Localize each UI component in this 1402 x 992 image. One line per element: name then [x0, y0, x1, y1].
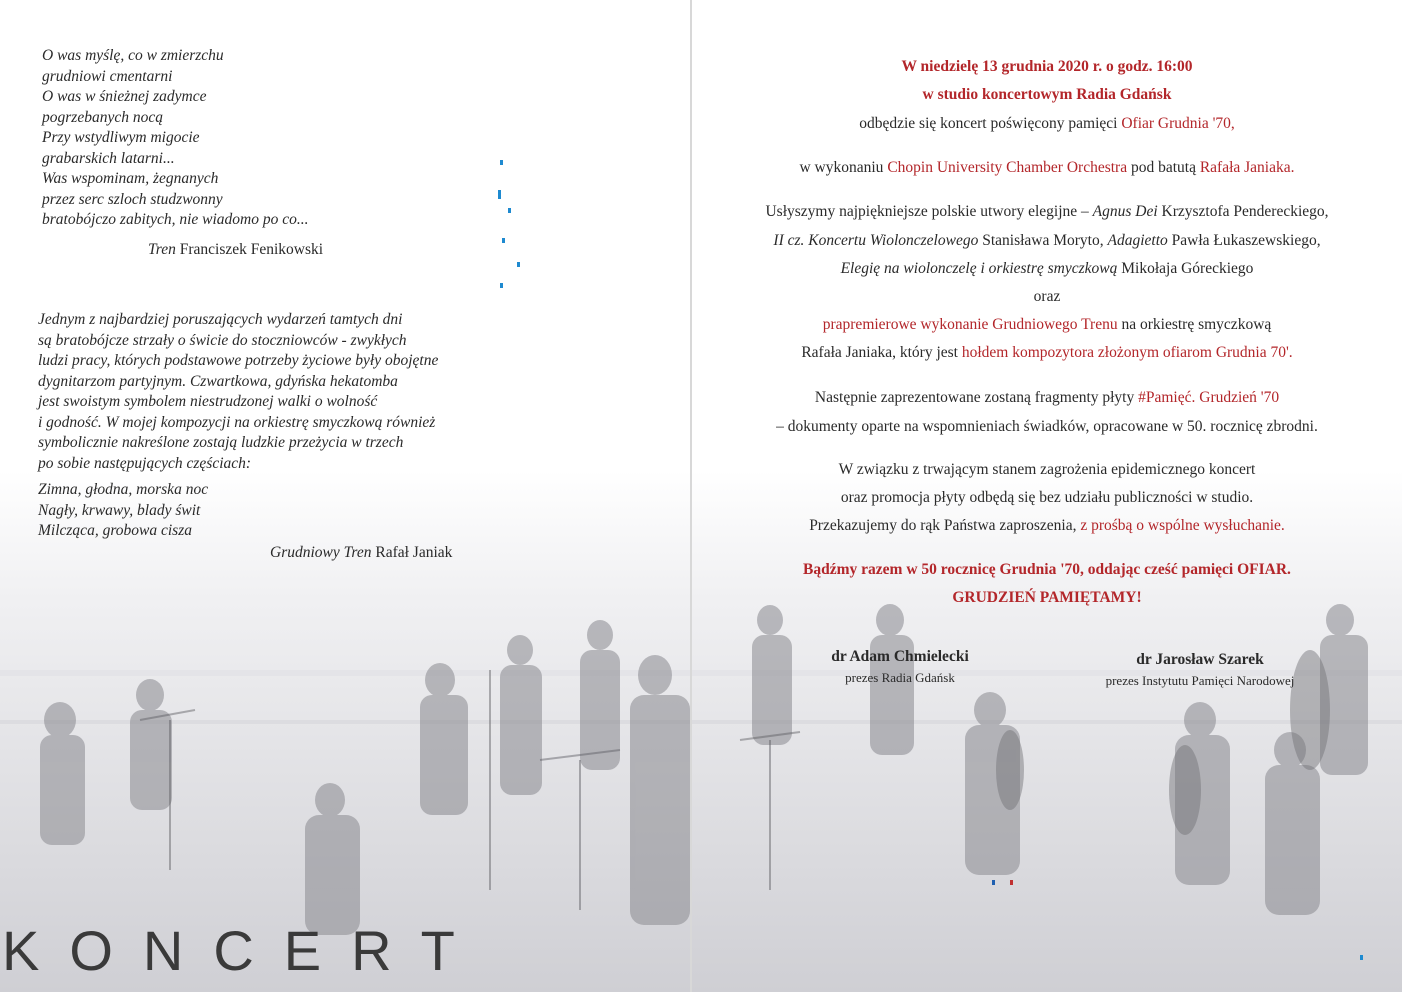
work-title: Agnus Dei — [1092, 203, 1158, 220]
performer-text: w wykonaniu — [799, 159, 888, 176]
performer-text-mid: pod batutą — [1127, 159, 1200, 176]
notice-request: z prośbą o wspólne wysłuchanie. — [1080, 517, 1285, 534]
poem-line: grudniowi cmentarni — [42, 67, 173, 85]
poem-line: O was myślę, co w zmierzchu — [42, 47, 224, 64]
notice-line-2: oraz promocja płyty odbędą się bez udziału publiczności w studio. — [840, 489, 1254, 506]
closing-line: Bądźmy razem w 50 rocznicę Grudnia '70, oddając cześć pamięci OFIAR. — [803, 561, 1291, 578]
poem-line: grabarskich latarni... — [42, 149, 175, 167]
dedication-line — [692, 115, 1402, 133]
movement-item: Zimna, głodna, morska noc — [38, 481, 209, 498]
movements-list — [38, 480, 208, 542]
homage-text: hołdem kompozytora złożonym ofiarom Grudnia 70'. — [961, 344, 1293, 361]
conductor-name: Rafała Janiaka. — [1199, 159, 1295, 176]
essay-line: dygnitarzom partyjnym. Czwartkowa, gdyńska hekatomba — [38, 372, 398, 390]
concert-venue: w studio koncertowym Radia Gdańsk — [922, 86, 1172, 103]
ink-speck — [502, 238, 505, 243]
program-text: Stanisława Moryto, — [978, 232, 1108, 249]
signatory-name: dr Jarosław Szarek — [1136, 651, 1264, 668]
work-title: Elegię na wiolonczelę i orkiestrę smyczkową — [840, 260, 1118, 277]
ink-speck — [500, 283, 503, 288]
performer-line — [692, 159, 1402, 177]
essay-line: są bratobójcze strzały o świcie do stoczniowców - zwykłych — [38, 331, 407, 349]
album-text: Następnie zaprezentowane zostaną fragmenty płyty — [814, 389, 1139, 406]
ink-speck — [500, 160, 503, 165]
notice-line-1: W związku z trwającym stanem zagrożenia epidemicznego koncert — [838, 461, 1256, 478]
program-line-3 — [692, 260, 1402, 278]
album-title: #Pamięć. Grudzień '70 — [1138, 389, 1280, 406]
signatory-role: prezes Instytutu Pamięci Narodowej — [1105, 673, 1295, 688]
program-text: na orkiestrę smyczkową — [1117, 316, 1272, 333]
poem-line: pogrzebanych nocą — [42, 108, 163, 126]
poem-line: Przy wstydliwym migocie — [42, 129, 200, 146]
notice-line-3 — [692, 517, 1402, 535]
album-line-1 — [692, 389, 1402, 407]
essay-line: po sobie następujących częściach: — [38, 454, 252, 472]
movement-item: Milcząca, grobowa cisza — [38, 522, 192, 539]
program-text: Usłyszymy najpiękniejsze polskie utwory elegijne – — [765, 203, 1093, 220]
ink-speck — [1360, 955, 1363, 960]
ink-speck — [508, 208, 511, 213]
program-text: Krzysztofa Pendereckiego, — [1157, 203, 1329, 220]
dedication-text: odbędzie się koncert poświęcony pamięci — [859, 115, 1122, 132]
poem-line: O was w śnieżnej zadymce — [42, 88, 207, 105]
cover-word: KONCERT — [2, 919, 485, 982]
program-line-4: oraz — [1033, 288, 1061, 305]
work-title: II cz. Koncertu Wiolonczelowego — [773, 232, 979, 249]
notice-text: Przekazujemy do rąk Państwa zaproszenia, — [809, 517, 1081, 534]
composer-note — [38, 310, 438, 474]
movement-item: Nagły, krwawy, blady świt — [38, 501, 201, 519]
signatory-role: prezes Radia Gdańsk — [845, 670, 955, 685]
concert-date: W niedzielę 13 grudnia 2020 r. o godz. 16:00 — [901, 58, 1193, 75]
ink-speck — [1010, 880, 1013, 885]
dedication-victims: Ofiar Grudnia '70, — [1121, 115, 1235, 132]
signatory-name: dr Adam Chmielecki — [831, 648, 969, 665]
program-line-2 — [692, 232, 1402, 250]
essay-line: ludzi pracy, których podstawowe potrzeby życiowe były obojętne — [38, 352, 439, 369]
album-line-2: – dokumenty oparte na wspomnieniach świadków, opracowane w 50. rocznicę zbrodni. — [776, 418, 1318, 435]
poem-credit — [148, 241, 323, 259]
poem-line: bratobójczo zabitych, nie wiadomo po co... — [42, 211, 309, 228]
program-line-5 — [692, 316, 1402, 334]
poem-line: przez serc szloch studzwonny — [42, 190, 223, 208]
orchestra-name: Chopin University Chamber Orchestra — [887, 159, 1128, 176]
work-title: Adagietto — [1107, 232, 1168, 249]
poem-line: Was wspominam, żegnanych — [42, 170, 219, 187]
ink-speck — [992, 880, 995, 885]
signature-szarek — [1080, 651, 1320, 689]
poem — [42, 46, 309, 231]
ink-speck — [517, 262, 520, 267]
premiere-text: prapremierowe wykonanie Grudniowego Trenu — [822, 316, 1118, 333]
program-text: Mikołaja Góreckiego — [1117, 260, 1254, 277]
poem-credit-author: Franciszek Fenikowski — [179, 241, 324, 258]
program-text: Rafała Janiaka, który jest — [801, 344, 962, 361]
essay-line: symbolicznie nakreślone zostają ludzkie przeżycia w trzech — [38, 434, 404, 451]
signature-chmielecki — [800, 648, 1000, 686]
program-line-6 — [692, 344, 1402, 362]
program-text: Pawła Łukaszewskiego, — [1167, 232, 1321, 249]
composer-credit-title: Grudniowy Tren — [270, 544, 372, 561]
closing-slogan: GRUDZIEŃ PAMIĘTAMY! — [952, 589, 1142, 606]
essay-line: i godność. W mojej kompozycji na orkiestrę smyczkową również — [38, 413, 436, 431]
composer-credit-author: Rafał Janiak — [375, 544, 453, 561]
right-page — [692, 0, 1402, 992]
composer-credit — [270, 544, 452, 562]
left-page — [0, 0, 690, 992]
program-line-1 — [692, 203, 1402, 221]
essay-line: jest swoistym symbolem niestrudzonej walki o wolność — [38, 393, 378, 410]
poem-credit-title: Tren — [148, 241, 176, 258]
essay-line: Jednym z najbardziej poruszających wydarzeń tamtych dni — [38, 311, 403, 328]
ink-speck — [498, 190, 501, 199]
